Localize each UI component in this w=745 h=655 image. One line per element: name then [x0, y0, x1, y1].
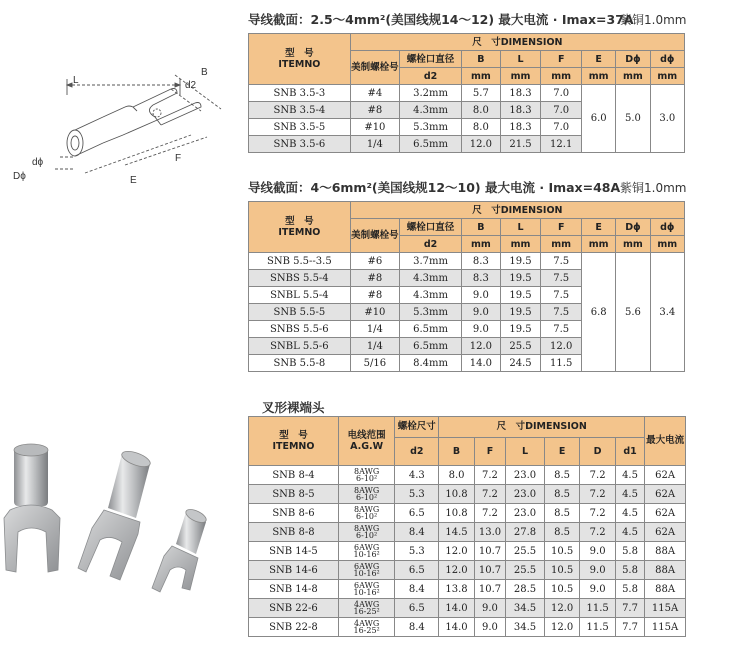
col-d2: d2: [395, 437, 439, 465]
col-B: B: [462, 51, 501, 68]
section1-material: 紫铜1.0mm: [620, 13, 687, 27]
table-row: SNB 14-5 6AWG 10-16² 5.3 12.0 10.7 25.5 10.5 9.0 5.8 88A: [249, 542, 686, 561]
col-dimension: 尺 寸DIMENSION: [439, 417, 645, 438]
table-row: SNB 8-4 8AWG 6-10² 4.3 8.0 7.2 23.0 8.5 7.2 4.5 62A: [249, 466, 686, 485]
col-d2: d2: [400, 236, 462, 253]
table-row: SNB 14-8 6AWG 10-16² 8.4 13.8 10.7 28.5 10.5 9.0 5.8 88A: [249, 580, 686, 599]
section3-table: [248, 416, 686, 637]
col-L: L: [500, 219, 541, 236]
col-model: 型 号 ITEMNO: [249, 34, 351, 85]
col-range: 电线范围 A.G.W: [338, 417, 394, 466]
table-row: SNBS 5.5-6 1/4 6.5mm 9.0 19.5 7.5: [249, 321, 685, 338]
terminal-dimension-drawing: [5, 55, 245, 195]
section2-header: 导线截面：4～6mm²(美国线规12～10) 最大电流 · Imax=48A: [248, 180, 621, 195]
label-L: L: [73, 75, 79, 86]
terminal-large: [4, 444, 60, 572]
unit-mm: mm: [500, 68, 541, 85]
col-dimension: 尺 寸DIMENSION: [350, 34, 684, 51]
col-D: D: [580, 437, 616, 465]
col-max-current: 最大电流: [645, 417, 686, 466]
table-row: SNB 8-8 8AWG 6-10² 8.4 14.5 13.0 27.8 8.5 7.2 4.5 62A: [249, 523, 686, 542]
col-dimension: 尺 寸DIMENSION: [350, 202, 684, 219]
table-row: SNB 3.5-6 1/4 6.5mm 12.0 21.5 12.1: [249, 136, 685, 153]
terminal-small: [152, 507, 208, 592]
table-row: SNBS 5.5-4 #8 4.3mm 8.3 19.5 7.5: [249, 270, 685, 287]
table-row: SNB 22-8 4AWG 16-25² 8.4 14.0 9.0 34.5 12.0 11.5 7.7 115A: [249, 618, 686, 637]
col-Dphi: Dϕ: [616, 51, 650, 68]
label-E: E: [130, 175, 137, 186]
unit-mm: mm: [462, 68, 501, 85]
shared-Dphi: 5.6: [616, 253, 650, 372]
label-d2: d2: [185, 80, 197, 91]
table-row: SNBL 5.5-6 1/4 6.5mm 12.0 25.5 12.0: [249, 338, 685, 355]
unit-mm: mm: [462, 236, 501, 253]
col-d2: d2: [400, 68, 462, 85]
label-B: B: [201, 67, 208, 78]
col-F: F: [541, 219, 582, 236]
table-row: SNB 5.5--3.5 #6 3.7mm 8.3 19.5 7.5 6.8 5.6 3.4: [249, 253, 685, 270]
table-row: SNB 14-6 6AWG 10-16² 6.5 12.0 10.7 25.5 10.5 9.0 5.8 88A: [249, 561, 686, 580]
col-L: L: [500, 51, 541, 68]
terminal-medium: [78, 448, 152, 580]
col-dphi: dϕ: [650, 219, 684, 236]
section1-header: 导线截面：2.5～4mm²(美国线规14～12) 最大电流 · Imax=37A: [248, 12, 634, 27]
col-hole: 螺栓口直径: [400, 51, 462, 68]
unit-mm: mm: [650, 236, 684, 253]
unit-mm: mm: [541, 236, 582, 253]
shared-Dphi: 5.0: [616, 85, 650, 153]
table-row: SNBL 5.5-4 #8 4.3mm 9.0 19.5 7.5: [249, 287, 685, 304]
table-row: SNB 3.5-5 #10 5.3mm 8.0 18.3 7.0: [249, 119, 685, 136]
col-E: E: [582, 219, 616, 236]
section1-table: [248, 33, 685, 153]
unit-mm: mm: [616, 236, 650, 253]
table-row: SNB 22-6 4AWG 16-25² 6.5 14.0 9.0 34.5 12.0 11.5 7.7 115A: [249, 599, 686, 618]
label-dphi: dϕ: [32, 157, 44, 168]
col-bolt-size: 螺栓尺寸: [395, 417, 439, 438]
label-F: F: [175, 153, 182, 164]
col-E: E: [544, 437, 580, 465]
col-Dphi: Dϕ: [616, 219, 650, 236]
col-hole: 螺栓口直径: [400, 219, 462, 236]
table-row: SNB 5.5-5 #10 5.3mm 9.0 19.5 7.5: [249, 304, 685, 321]
shared-dphi: 3.0: [650, 85, 684, 153]
col-B: B: [462, 219, 501, 236]
unit-mm: mm: [582, 236, 616, 253]
col-bolt: 美制螺栓号: [350, 51, 399, 85]
label-Dphi: Dϕ: [13, 171, 26, 182]
col-d1: d1: [615, 437, 644, 465]
table-row: SNB 8-6 8AWG 6-10² 6.5 10.8 7.2 23.0 8.5 7.2 4.5 62A: [249, 504, 686, 523]
col-model: 型 号 ITEMNO: [249, 417, 339, 466]
barrel-end-ellipse: [67, 130, 83, 156]
col-model: 型 号 ITEMNO: [249, 202, 351, 253]
col-F: F: [474, 437, 505, 465]
unit-mm: mm: [582, 68, 616, 85]
table-row: SNB 3.5-4 #8 4.3mm 8.0 18.3 7.0: [249, 102, 685, 119]
shared-E: 6.8: [582, 253, 616, 372]
col-L: L: [506, 437, 545, 465]
col-dphi: dϕ: [650, 51, 684, 68]
shared-E: 6.0: [582, 85, 616, 153]
unit-mm: mm: [650, 68, 684, 85]
col-bolt: 美制螺栓号: [350, 219, 399, 253]
unit-mm: mm: [541, 68, 582, 85]
section2-material: 紫铜1.0mm: [620, 181, 687, 195]
col-F: F: [541, 51, 582, 68]
unit-mm: mm: [616, 68, 650, 85]
section2-table: [248, 201, 685, 372]
shared-dphi: 3.4: [650, 253, 684, 372]
section3-title: 叉形裸端头: [262, 400, 325, 415]
col-E: E: [582, 51, 616, 68]
table-row: SNB 5.5-8 5/16 8.4mm 14.0 24.5 11.5: [249, 355, 685, 372]
unit-mm: mm: [500, 236, 541, 253]
table-row: SNB 8-5 8AWG 6-10² 5.3 10.8 7.2 23.0 8.5 7.2 4.5 62A: [249, 485, 686, 504]
product-photo-fork-terminals: [0, 430, 245, 620]
table-row: SNB 3.5-3 #4 3.2mm 5.7 18.3 7.0 6.0 5.0 3.0: [249, 85, 685, 102]
col-B: B: [439, 437, 475, 465]
